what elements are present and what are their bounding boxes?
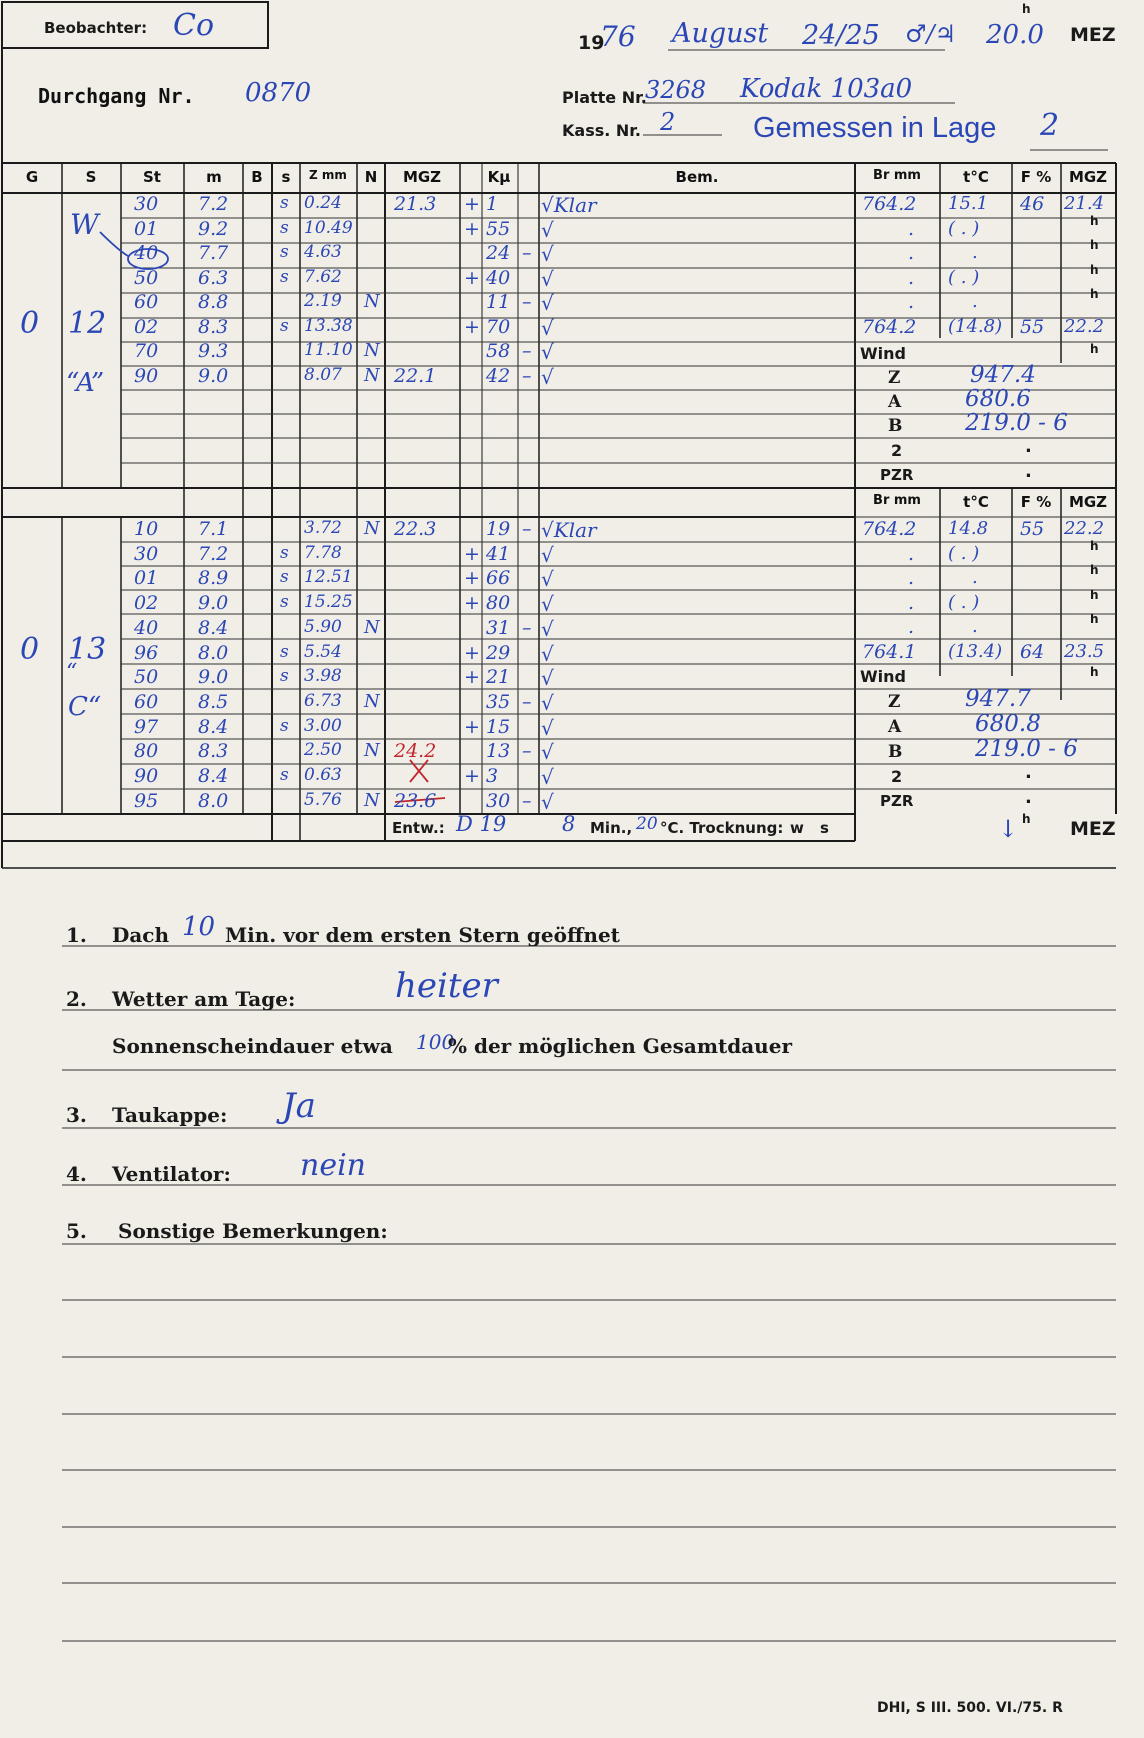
durchgang-label: Durchgang Nr.: [38, 84, 195, 108]
cell-bem: √: [541, 789, 554, 814]
cell-right-mgz: h: [1090, 538, 1099, 553]
cell-magnitude: 6.3: [198, 266, 229, 289]
cell-mgz: 23.6: [394, 789, 437, 812]
cell-star: 01: [134, 567, 159, 590]
cell-mgz: 22.1: [394, 364, 437, 387]
cell-bem: √: [541, 217, 554, 242]
cell-k-minus: –: [522, 340, 532, 362]
date-day: 24/25: [802, 20, 880, 51]
cell-k-minus: –: [522, 789, 532, 812]
cell-z: 6.73: [304, 690, 342, 711]
year-suffix: 76: [600, 20, 636, 53]
block1-g: 0: [20, 306, 40, 341]
end-h: h: [1022, 812, 1031, 826]
cell-magnitude: 8.4: [198, 765, 229, 787]
cell-k: 58: [486, 340, 511, 362]
trocknung-s: s: [820, 819, 829, 837]
a-value-1: 680.6: [965, 386, 1031, 412]
sonne-label-a: Sonnenscheindauer etwa: [112, 1034, 393, 1058]
pzr-value-2: .: [1025, 787, 1032, 808]
cell-temperature: ( . ): [948, 591, 980, 613]
cell-barometer: .: [908, 266, 915, 289]
note4-number: 4.: [66, 1162, 87, 1186]
cell-magnitude: 7.2: [198, 542, 229, 565]
cell-s: s: [280, 765, 289, 785]
cell-k: 3: [486, 765, 499, 787]
date-weekday: ♂/♃: [905, 20, 957, 48]
cell-right-mgz: 22.2: [1064, 518, 1105, 539]
cell-right-mgz: 22.2: [1064, 315, 1105, 337]
cell-z: 5.76: [304, 789, 342, 810]
wind-h-2: h: [1090, 665, 1099, 679]
block2-s-note-bottom: C“: [68, 692, 102, 722]
sonne-label-b: % der möglichen Gesamtdauer: [448, 1034, 792, 1058]
b-value-1: 219.0 - 6: [965, 410, 1068, 436]
cell-s: s: [280, 567, 289, 588]
cell-star: 95: [134, 789, 159, 812]
cell-temperature: ( . ): [948, 266, 980, 288]
right-column-header: t°C: [963, 168, 989, 186]
date-month: August: [672, 18, 769, 49]
cell-n: N: [364, 690, 380, 712]
kass-number: 2: [660, 108, 676, 136]
note2-value: heiter: [395, 966, 498, 1006]
cell-star: 30: [134, 193, 159, 215]
cell-bem: √: [541, 567, 554, 592]
block2-s: 13: [68, 632, 107, 667]
cell-k-sign: +: [464, 765, 480, 787]
block2-s-note-top: “: [66, 660, 78, 685]
cell-temperature: .: [972, 242, 978, 263]
right-column-header: F %: [1020, 493, 1052, 511]
cell-z: 7.62: [304, 266, 342, 287]
cell-n: N: [364, 291, 380, 312]
cell-mgz: 24.2: [394, 740, 437, 763]
note3-number: 3.: [66, 1103, 87, 1127]
cell-z: 0.24: [304, 193, 342, 213]
cell-barometer: .: [908, 542, 915, 565]
b-value-2: 219.0 - 6: [975, 736, 1078, 762]
sonne-value: 100: [416, 1030, 455, 1054]
cell-z: 5.90: [304, 616, 342, 637]
form-code: DHI, S III. 500. VI./75. R: [877, 1700, 1063, 1716]
cell-right-mgz: h: [1090, 587, 1099, 602]
cell-z: 3.98: [304, 666, 342, 687]
cell-s: s: [280, 266, 289, 287]
right-column-header: MGZ: [1068, 168, 1108, 186]
cell-right-mgz: h: [1090, 238, 1099, 252]
cell-barometer: 764.2: [862, 518, 917, 540]
cell-k: 19: [486, 518, 511, 540]
entw-temp: 20: [636, 814, 658, 834]
cell-magnitude: 9.0: [198, 364, 229, 387]
cell-barometer: .: [908, 291, 915, 313]
column-header: G: [25, 168, 39, 186]
cell-humidity: 64: [1020, 640, 1045, 663]
platte-type: Kodak 103a0: [740, 74, 913, 104]
pzr-label-1: PZR: [880, 466, 914, 484]
right-column-header: t°C: [963, 493, 989, 511]
cell-right-mgz: h: [1090, 612, 1099, 626]
cell-k-sign: +: [464, 217, 480, 240]
cell-humidity: 46: [1020, 193, 1045, 215]
entw-minutes: 8: [562, 812, 576, 836]
beobachter-value: Co: [173, 8, 215, 43]
cell-k-sign: +: [464, 592, 480, 615]
temp-label: °C. Trocknung:: [660, 819, 784, 837]
b-label-2: B: [888, 742, 903, 762]
cell-k: 80: [486, 592, 511, 615]
column-header: MGZ: [402, 168, 442, 186]
cell-k: 70: [486, 315, 511, 338]
cell-k-sign: +: [464, 715, 480, 738]
cell-s: s: [280, 217, 289, 238]
cell-star: 02: [134, 592, 159, 615]
cell-star: 40: [134, 242, 159, 264]
cell-n: N: [364, 518, 380, 539]
z-label-1: Z: [888, 368, 901, 388]
pzr-label-2: PZR: [880, 792, 914, 810]
note1-label-b: Min. vor dem ersten Stern geöffnet: [225, 923, 620, 947]
cell-k: 55: [486, 217, 511, 240]
cell-k-sign: +: [464, 567, 480, 590]
cell-temperature: ( . ): [948, 542, 980, 564]
cell-bem: √: [541, 765, 554, 789]
cell-barometer: .: [908, 217, 915, 240]
cell-k: 13: [486, 740, 511, 763]
cell-star: 01: [134, 217, 159, 240]
cell-bem: √Klar: [541, 518, 597, 542]
cell-magnitude: 7.1: [198, 518, 229, 540]
cell-k: 11: [486, 291, 511, 313]
right-column-header: Br mm: [873, 168, 921, 183]
entw-label: Entw.:: [392, 819, 445, 837]
cell-k: 42: [486, 364, 511, 387]
cell-right-mgz: h: [1090, 262, 1099, 277]
cell-magnitude: 9.3: [198, 340, 229, 362]
cell-s: s: [280, 542, 289, 563]
wind-label-1: Wind: [860, 344, 906, 363]
cell-barometer: .: [908, 242, 915, 264]
cell-star: 02: [134, 315, 159, 338]
note1-label-a: Dach: [112, 923, 170, 947]
z-value-2: 947.7: [965, 686, 1031, 712]
a-value-2: 680.8: [975, 711, 1041, 737]
cell-z: 4.63: [304, 242, 342, 262]
cell-k-minus: –: [522, 740, 532, 763]
column-header: B: [251, 168, 263, 186]
cell-z: 12.51: [304, 567, 353, 588]
cell-star: 80: [134, 740, 159, 763]
cell-temperature: ( . ): [948, 217, 980, 239]
cell-barometer: .: [908, 616, 915, 638]
cell-k-sign: +: [464, 193, 480, 215]
cell-bem: √: [541, 542, 554, 567]
cell-bem: √: [541, 641, 554, 666]
cell-z: 3.00: [304, 715, 342, 736]
note4-label: Ventilator:: [112, 1162, 231, 1186]
cell-k-minus: –: [522, 242, 532, 264]
cell-humidity: 55: [1020, 315, 1045, 338]
cell-magnitude: 8.3: [198, 740, 229, 763]
cell-z: 11.10: [304, 340, 353, 360]
two-value-2: .: [1025, 762, 1032, 783]
min-label: Min.,: [590, 819, 633, 837]
cell-s: s: [280, 715, 289, 736]
cell-temperature: (14.8): [948, 315, 1003, 337]
cell-temperature: .: [972, 567, 978, 588]
cell-k: 41: [486, 542, 511, 565]
cell-barometer: .: [908, 567, 915, 589]
note1-value: 10: [182, 912, 216, 942]
cell-k: 24: [486, 242, 511, 264]
a-label-2: A: [888, 717, 902, 737]
note1-number: 1.: [66, 923, 87, 947]
cell-n: N: [364, 364, 380, 386]
cell-star: 40: [134, 616, 159, 639]
end-time: ↓: [998, 815, 1019, 843]
right-column-header: MGZ: [1068, 493, 1108, 511]
cell-k: 35: [486, 690, 511, 713]
cell-magnitude: 8.4: [198, 616, 229, 639]
platte-label: Platte Nr.: [562, 88, 647, 107]
gemessen-label: Gemessen in Lage: [753, 112, 997, 144]
cell-star: 10: [134, 518, 159, 540]
cell-temperature: .: [972, 616, 978, 637]
cell-z: 13.38: [304, 315, 353, 336]
note3-label: Taukappe:: [112, 1103, 228, 1127]
block1-s-note-top: W: [70, 208, 99, 241]
cell-magnitude: 8.8: [198, 291, 229, 313]
cell-s: s: [280, 242, 289, 262]
cell-temperature: 15.1: [948, 193, 989, 214]
column-header: Kμ: [487, 168, 511, 186]
column-header: s: [281, 168, 291, 186]
cell-k-sign: +: [464, 315, 480, 338]
cell-z: 10.49: [304, 217, 353, 238]
cell-bem: √: [541, 592, 554, 617]
cell-barometer: 764.2: [862, 193, 917, 215]
cell-k: 31: [486, 616, 511, 639]
header-mez: MEZ: [1070, 24, 1116, 46]
cell-n: N: [364, 340, 380, 361]
block1-s: 12: [68, 306, 107, 341]
trocknung-value: w: [790, 819, 804, 837]
cell-k-minus: –: [522, 616, 532, 639]
cell-magnitude: 8.3: [198, 315, 229, 338]
cell-z: 2.19: [304, 291, 342, 311]
cell-right-mgz: 23.5: [1064, 640, 1105, 662]
z-label-2: Z: [888, 692, 901, 712]
cell-bem: √Klar: [541, 193, 597, 217]
block2-g: 0: [20, 632, 40, 667]
cell-s: s: [280, 315, 289, 336]
cell-barometer: 764.2: [862, 315, 917, 338]
cell-k-sign: +: [464, 666, 480, 689]
entw-developer: D 19: [456, 812, 507, 836]
cell-temperature: 14.8: [948, 518, 989, 539]
note4-value: nein: [300, 1148, 366, 1183]
cell-right-mgz: h: [1090, 213, 1099, 228]
cell-mgz: 22.3: [394, 518, 437, 540]
cell-k: 30: [486, 789, 511, 812]
cell-k: 66: [486, 567, 511, 590]
cell-k: 40: [486, 266, 511, 289]
block1-s-note-bottom: “A”: [66, 368, 105, 398]
pzr-value-1: .: [1025, 461, 1032, 482]
platte-number: 3268: [645, 76, 707, 104]
cell-bem: √: [541, 315, 554, 340]
end-mez: MEZ: [1070, 818, 1116, 840]
cell-z: 8.07: [304, 364, 342, 385]
wind-h-1: h: [1090, 342, 1099, 356]
cell-temperature: (13.4): [948, 640, 1003, 662]
kass-label: Kass. Nr.: [562, 121, 641, 140]
cell-star: 70: [134, 340, 159, 362]
cell-bem: √: [541, 291, 554, 315]
header-time: 20.0: [986, 20, 1044, 50]
cell-magnitude: 7.2: [198, 193, 229, 215]
cell-humidity: 55: [1020, 518, 1045, 540]
cell-k: 1: [486, 193, 499, 215]
cell-star: 60: [134, 690, 159, 713]
lage-number: 2: [1040, 108, 1060, 143]
beobachter-label: Beobachter:: [44, 19, 148, 37]
column-header: m: [206, 168, 222, 186]
cell-right-mgz: h: [1090, 563, 1099, 577]
note5-number: 5.: [66, 1219, 87, 1243]
two-label-2: 2: [891, 767, 903, 786]
cell-star: 96: [134, 641, 159, 664]
cell-bem: √: [541, 340, 554, 364]
cell-k-minus: –: [522, 690, 532, 713]
note3-value: Ja: [282, 1086, 316, 1126]
cell-star: 50: [134, 266, 159, 289]
cell-bem: √: [541, 690, 554, 715]
cell-magnitude: 9.0: [198, 666, 229, 689]
cell-k-minus: –: [522, 364, 532, 387]
cell-magnitude: 7.7: [198, 242, 229, 264]
right-column-header: Br mm: [873, 493, 921, 508]
cell-k: 21: [486, 666, 511, 689]
note2-label: Wetter am Tage:: [112, 987, 296, 1011]
cell-barometer: .: [908, 591, 915, 614]
column-header: Bem.: [675, 168, 719, 186]
cell-star: 30: [134, 542, 159, 565]
column-header: S: [85, 168, 97, 186]
cell-bem: √: [541, 266, 554, 291]
cell-k: 15: [486, 715, 511, 738]
cell-z: 15.25: [304, 592, 353, 613]
cell-s: s: [280, 193, 289, 213]
cell-z: 0.63: [304, 765, 342, 785]
cell-magnitude: 9.2: [198, 217, 229, 240]
cell-s: s: [280, 666, 289, 687]
cell-s: s: [280, 592, 289, 613]
cell-n: N: [364, 616, 380, 638]
cell-temperature: .: [972, 291, 978, 312]
cell-bem: √: [541, 616, 554, 641]
year-prefix: 19: [578, 32, 605, 54]
cell-n: N: [364, 789, 380, 811]
cell-k-minus: –: [522, 291, 532, 313]
cell-star: 90: [134, 364, 159, 387]
cell-k-minus: –: [522, 518, 532, 540]
column-header: N: [364, 168, 378, 186]
column-header: St: [143, 168, 161, 186]
cell-z: 3.72: [304, 518, 342, 538]
cell-z: 2.50: [304, 740, 342, 761]
cell-k-sign: +: [464, 641, 480, 664]
cell-bem: √: [541, 740, 554, 765]
cell-right-mgz: h: [1090, 287, 1099, 301]
cell-star: 60: [134, 291, 159, 313]
cell-bem: √: [541, 242, 554, 266]
note2-number: 2.: [66, 987, 87, 1011]
cell-magnitude: 8.0: [198, 789, 229, 812]
header-h-mark: h: [1022, 2, 1031, 16]
cell-magnitude: 8.0: [198, 641, 229, 664]
cell-z: 7.78: [304, 542, 342, 563]
z-value-1: 947.4: [970, 362, 1036, 388]
wind-label-2: Wind: [860, 667, 906, 686]
cell-magnitude: 8.4: [198, 715, 229, 738]
cell-star: 50: [134, 666, 159, 689]
cell-bem: √: [541, 364, 554, 389]
b-label-1: B: [888, 416, 903, 436]
a-label-1: A: [888, 392, 902, 412]
note5-label: Sonstige Bemerkungen:: [118, 1219, 388, 1243]
cell-bem: √: [541, 715, 554, 740]
cell-k-sign: +: [464, 542, 480, 565]
cell-mgz: 21.3: [394, 193, 437, 215]
two-label-1: 2: [891, 441, 903, 460]
cell-s: s: [280, 641, 289, 662]
cell-z: 5.54: [304, 641, 342, 662]
cell-magnitude: 8.9: [198, 567, 229, 590]
cell-star: 97: [134, 715, 159, 738]
cell-star: 90: [134, 765, 159, 787]
right-column-header: F %: [1020, 168, 1052, 186]
cell-magnitude: 9.0: [198, 592, 229, 615]
cell-k-sign: +: [464, 266, 480, 289]
cell-bem: √: [541, 666, 554, 691]
cell-n: N: [364, 740, 380, 762]
cell-k: 29: [486, 641, 511, 664]
cell-right-mgz: 21.4: [1064, 193, 1105, 214]
two-value-1: .: [1025, 436, 1032, 457]
cell-barometer: 764.1: [862, 640, 917, 663]
cell-magnitude: 8.5: [198, 690, 229, 713]
durchgang-number: 0870: [245, 78, 312, 108]
column-header: Z mm: [309, 168, 347, 182]
